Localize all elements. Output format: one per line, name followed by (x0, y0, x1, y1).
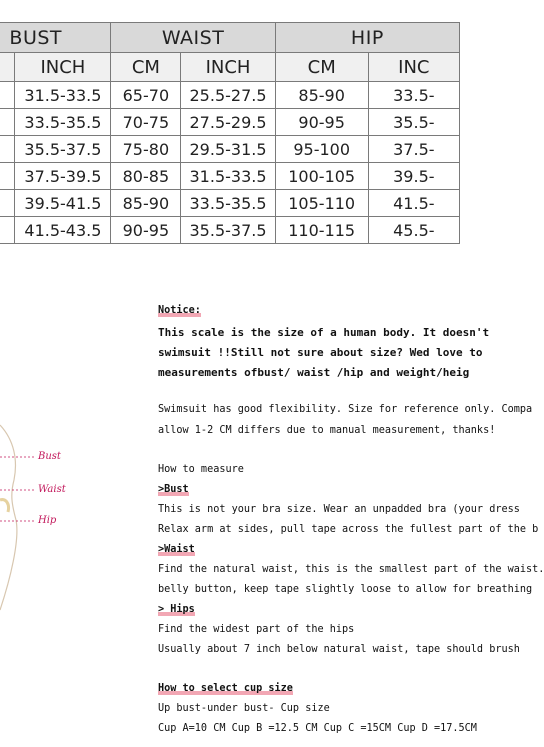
bust-instruction: Relax arm at sides, pull tape across the fullest part of the b (158, 524, 539, 535)
table-cell (0, 163, 15, 190)
bust-label: Bust (38, 451, 61, 462)
table-cell: 85-90 (275, 82, 368, 109)
bust-instruction: This is not your bra size. Wear an unpadded bra (your dress (158, 504, 520, 515)
table-cell: 45.5- (368, 217, 459, 244)
table-cell: 33.5-35.5 (181, 190, 275, 217)
table-cell: 80-85 (111, 163, 181, 190)
waist-instruction: Find the natural waist, this is the smallest part of the waist. (158, 564, 544, 575)
waist-cm-header: CM (111, 53, 181, 82)
table-cell: 33.5-35.5 (15, 109, 111, 136)
table-row (0, 217, 460, 244)
bust-section-title: >Bust (158, 484, 189, 495)
table-row (0, 190, 460, 217)
notice-line: measurements ofbust/ waist /hip and weight/heig (158, 366, 470, 379)
hip-cm-header: CM (275, 53, 368, 82)
table-cell: 29.5-31.5 (181, 136, 275, 163)
table-cell: 41.5- (368, 190, 459, 217)
table-cell: 31.5-33.5 (181, 163, 275, 190)
hip-label: Hip (38, 515, 57, 526)
table-cell: 85-90 (111, 190, 181, 217)
table-cell: 90-95 (275, 109, 368, 136)
table-group-header-row (0, 23, 460, 53)
table-cell (0, 190, 15, 217)
cup-size-instruction: Up bust-under bust- Cup size (158, 703, 330, 714)
table-cell: 37.5-39.5 (15, 163, 111, 190)
hips-section-title: > Hips (158, 604, 195, 615)
body-measurement-figure (0, 380, 120, 650)
body-outline (0, 425, 17, 610)
table-cell: 105-110 (275, 190, 368, 217)
table-cell: 35.5- (368, 109, 459, 136)
notice-line: This scale is the size of a human body. It doesn't (158, 326, 490, 339)
table-cell: 110-115 (275, 217, 368, 244)
hip-inch-header: INC (368, 53, 459, 82)
table-cell (0, 109, 15, 136)
table-row (0, 82, 460, 109)
waist-inch-header: INCH (181, 53, 275, 82)
table-cell: 65-70 (111, 82, 181, 109)
size-chart-table (0, 22, 460, 244)
table-cell: 90-95 (111, 217, 181, 244)
waist-section-title: >Waist (158, 544, 195, 555)
table-cell: 39.5- (368, 163, 459, 190)
table-cell: 100-105 (275, 163, 368, 190)
hips-instruction: Find the widest part of the hips (158, 624, 355, 635)
table-cell: 75-80 (111, 136, 181, 163)
table-cell: 31.5-33.5 (15, 82, 111, 109)
flexibility-line: Swimsuit has good flexibility. Size for reference only. Compa (158, 404, 533, 415)
table-cell: 35.5-37.5 (15, 136, 111, 163)
table-cell: 27.5-29.5 (181, 109, 275, 136)
table-cell: 25.5-27.5 (181, 82, 275, 109)
hips-instruction: Usually about 7 inch below natural waist, tape should brush (158, 644, 520, 655)
cup-size-instruction: Cup A=10 CM Cup B =12.5 CM Cup C =15CM Cup D =17.5CM (158, 723, 477, 734)
table-row (0, 136, 460, 163)
table-cell (0, 82, 15, 109)
table-cell: 70-75 (111, 109, 181, 136)
body-shading (0, 500, 9, 512)
cup-size-title: How to select cup size (158, 683, 293, 694)
table-cell: 37.5- (368, 136, 459, 163)
table-row (0, 109, 460, 136)
bust-inch-header: INCH (15, 53, 111, 82)
table-cell: 35.5-37.5 (181, 217, 275, 244)
table-cell: 95-100 (275, 136, 368, 163)
waist-header: WAIST (111, 23, 275, 53)
waist-instruction: belly button, keep tape slightly loose to allow for breathing (158, 584, 533, 595)
waist-label: Waist (38, 484, 66, 495)
table-cell: 33.5- (368, 82, 459, 109)
flexibility-line: allow 1-2 CM differs due to manual measurement, thanks! (158, 425, 496, 436)
notice-title: Notice: (158, 305, 201, 316)
table-cell: 39.5-41.5 (15, 190, 111, 217)
table-cell (0, 217, 15, 244)
hip-header: HIP (275, 23, 459, 53)
table-sub-header-row (0, 53, 460, 82)
notice-line: swimsuit !!Still not sure about size? Wed love to (158, 346, 483, 359)
how-to-measure-heading: How to measure (158, 464, 244, 475)
bust-cm-header (0, 53, 15, 82)
table-row (0, 163, 460, 190)
table-cell (0, 136, 15, 163)
table-cell: 41.5-43.5 (15, 217, 111, 244)
bust-header: BUST (0, 23, 111, 53)
